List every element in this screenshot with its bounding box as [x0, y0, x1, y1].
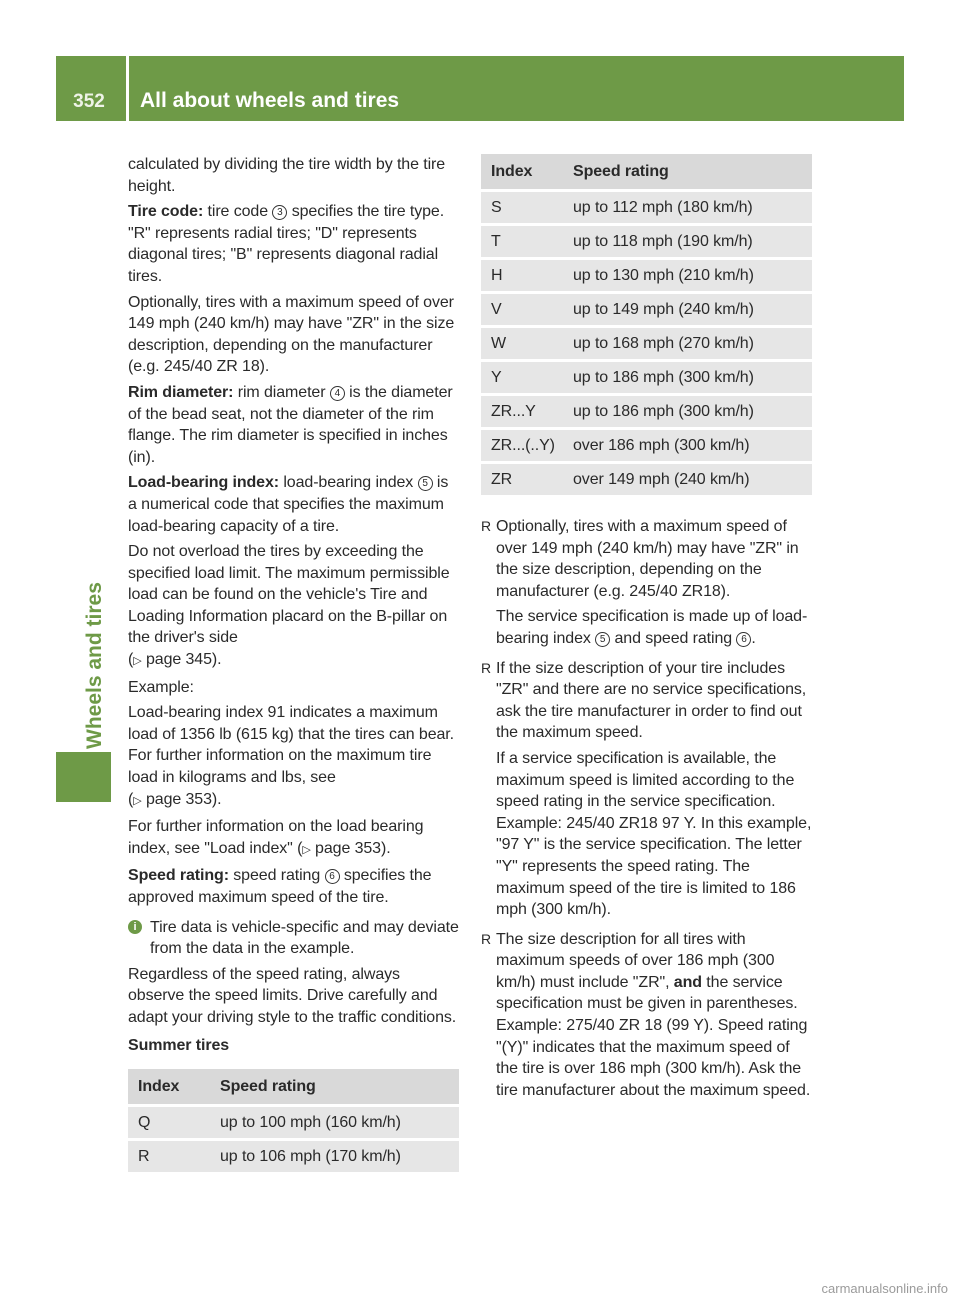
page-title: All about wheels and tires — [140, 89, 400, 112]
cell-index: Y — [481, 362, 563, 393]
cell-index: T — [481, 226, 563, 257]
cell-index: V — [481, 294, 563, 325]
column-header-speed: Speed rating — [210, 1069, 459, 1104]
term-label: Rim diameter: — [128, 383, 234, 401]
table-row — [481, 396, 812, 427]
text: specifies the approved maximum speed of the tire. — [128, 867, 432, 906]
cell-index: R — [128, 1141, 210, 1172]
summer-tires-table — [128, 1066, 459, 1175]
paragraph: R Optionally, tires with a maximum speed of over 149 mph (240 km/h) may have "ZR" in the size description, depending on the manufacturer (e.g. 245/40 ZR18). — [496, 518, 799, 600]
load-index-paragraph — [128, 472, 460, 537]
table-row — [481, 464, 812, 495]
info-note-text: Tire data is vehicle-specific and may deviate from the data in the example. — [150, 918, 459, 958]
cell-index: ZR...Y — [481, 396, 563, 427]
text: the service specification must be given in parentheses. Example: 275/40 ZR 18 (99 Y). Speed rating "(Y)" indicates that the maximum speed of the tire is over 186 mph (300 km/h). Ask the tire manufacturer about the maximum speed. — [496, 973, 811, 1099]
table-row — [481, 430, 812, 461]
callout-5-icon: 5 — [418, 476, 433, 491]
side-tab-label: Wheels and tires — [83, 582, 106, 749]
cell-speed: up to 118 mph (190 km/h) — [563, 226, 812, 257]
table-row — [481, 192, 812, 223]
text: Do not overload the tires by exceeding the specified load limit. The maximum permissible load can be found on the vehicle's Tire and Loading Information placard on the B-pillar on the driver's side — [128, 543, 450, 647]
callout-6-icon: 6 — [325, 869, 340, 884]
cell-index: S — [481, 192, 563, 223]
cell-speed: over 149 mph (240 km/h) — [563, 464, 812, 495]
cell-speed: up to 149 mph (240 km/h) — [563, 294, 812, 325]
callout-6-icon: 6 — [736, 632, 751, 647]
text: The service specification is made up of load-bearing index — [496, 608, 808, 647]
page-number: 352 — [73, 91, 105, 112]
cell-index: ZR — [481, 464, 563, 495]
header-separator — [126, 56, 129, 121]
cell-speed: up to 100 mph (160 km/h) — [210, 1107, 459, 1138]
emphasis: and — [673, 973, 702, 991]
table-row — [481, 260, 812, 291]
callout-5-icon: 5 — [595, 632, 610, 647]
paragraph: Example: — [128, 678, 194, 696]
text: . — [751, 629, 756, 647]
table-row — [481, 328, 812, 359]
page-ref-link[interactable]: page 345). — [145, 651, 222, 669]
table-row — [128, 1107, 459, 1138]
cell-speed: up to 186 mph (300 km/h) — [563, 362, 812, 393]
text: Load-bearing index 91 indicates a maximum load of 1356 lb (615 kg) that the tires can bear. For further information on the maximum tire load in kilograms and lbs, see — [128, 704, 454, 787]
column-header-index: Index — [128, 1069, 210, 1104]
list-item — [481, 929, 813, 1102]
paragraph: R If the size description of your tire includes "ZR" and there are no service specifications, ask the tire manufacturer in order to find out the maximum speed. — [496, 659, 807, 742]
cell-speed: over 186 mph (300 km/h) — [563, 430, 812, 461]
table-header-row — [481, 154, 812, 189]
right-column — [481, 154, 813, 1109]
page-ref-link[interactable]: page 353). — [145, 790, 222, 808]
table-header-row — [128, 1069, 459, 1104]
table-row — [128, 1141, 459, 1172]
text: rim diameter — [233, 383, 330, 401]
paragraph: calculated by dividing the tire width by the tire height. — [128, 156, 446, 195]
text: speed rating — [228, 867, 325, 885]
column-header-speed: Speed rating — [563, 154, 812, 189]
summer-tires-heading: Summer tires — [128, 1036, 230, 1054]
table-row — [481, 226, 812, 257]
term-label: Speed rating: — [128, 867, 229, 885]
page-ref-arrow-icon: ▷ — [133, 655, 142, 668]
speed-rating-table — [481, 151, 812, 498]
page-ref-arrow-icon: ▷ — [133, 794, 142, 807]
left-column — [128, 154, 460, 1175]
cell-index: H — [481, 260, 563, 291]
bullet-list — [481, 516, 813, 1101]
text: is a numerical code that specifies the maximum load-bearing capacity of a tire. — [128, 474, 449, 535]
cell-speed: up to 112 mph (180 km/h) — [563, 192, 812, 223]
text: load-bearing index — [279, 474, 418, 492]
column-header-index: Index — [481, 154, 563, 189]
list-item — [481, 516, 813, 650]
info-note — [128, 917, 460, 960]
cell-speed: up to 168 mph (270 km/h) — [563, 328, 812, 359]
cell-index: W — [481, 328, 563, 359]
cell-index: ZR...(..Y) — [481, 430, 563, 461]
text: is the diameter of the bead seat, not the diameter of the rim flange. The rim diameter is specified in inches (in). — [128, 383, 453, 466]
paragraph: Regardless of the speed rating, always observe the speed limits. Drive carefully and adapt your driving style to the traffic conditions. — [128, 965, 457, 1026]
cell-speed: up to 106 mph (170 km/h) — [210, 1141, 459, 1172]
paragraph — [496, 929, 813, 1102]
callout-3-icon: 3 — [272, 205, 287, 220]
text: and speed rating — [610, 629, 737, 647]
rim-diameter-paragraph — [128, 382, 460, 468]
term-label: Load-bearing index: — [128, 474, 279, 492]
page-ref-arrow-icon: ▷ — [302, 843, 311, 856]
text: tire code — [203, 203, 273, 221]
table-row — [481, 294, 812, 325]
cell-speed: up to 130 mph (210 km/h) — [563, 260, 812, 291]
text: specifies the tire type. "R" represents radial tires; "D" represents diagonal tires; "B" represents diagonal radial tires. — [128, 203, 445, 285]
table-row — [481, 362, 812, 393]
paragraph: Optionally, tires with a maximum speed of over 149 mph (240 km/h) may have "ZR" in the size description, depending on the manufacturer (e.g. 245/40 ZR 18). — [128, 293, 455, 376]
term-label: Tire code: — [128, 203, 204, 221]
tire-code-paragraph — [128, 201, 460, 287]
cell-speed: up to 186 mph (300 km/h) — [563, 396, 812, 427]
overload-paragraph: Do not overload the tires by exceeding the specified load limit. The maximum permissible load can be found on the vehicle's Tire and Loading Information placard on the B-pillar on the driver's side (▷ page 345). — [128, 543, 450, 669]
load91-paragraph: Load-bearing index 91 indicates a maximum load of 1356 lb (615 kg) that the tires can bear. For further information on the maximum tire load in kilograms and lbs, see (▷ page 353). — [128, 704, 454, 808]
list-item — [481, 658, 813, 921]
paragraph: If a service specification is available, the maximum speed is limited according to the speed rating in the service specification. Example: 245/40 ZR18 97 Y. In this example, "97 Y" is the service specification. The letter "Y" represents the speed rating. The maximum speed of the tire is limited to 186 mph (300 km/h). — [496, 749, 812, 919]
callout-4-icon: 4 — [330, 386, 345, 401]
page-ref-link[interactable]: page 353). — [315, 839, 391, 857]
info-icon: i — [128, 920, 142, 934]
cell-index: Q — [128, 1107, 210, 1138]
text: The size description for all tires with maximum speeds of over 186 mph (300 km/h) must include "ZR", — [496, 930, 775, 991]
further-info-paragraph — [128, 816, 460, 861]
paragraph — [496, 606, 813, 649]
text: For further information on the load bearing index, see "Load index" ( — [128, 818, 424, 857]
watermark: carmanualsonline.info — [821, 1281, 948, 1296]
side-tab-block — [56, 752, 111, 802]
speed-rating-paragraph — [128, 865, 460, 908]
